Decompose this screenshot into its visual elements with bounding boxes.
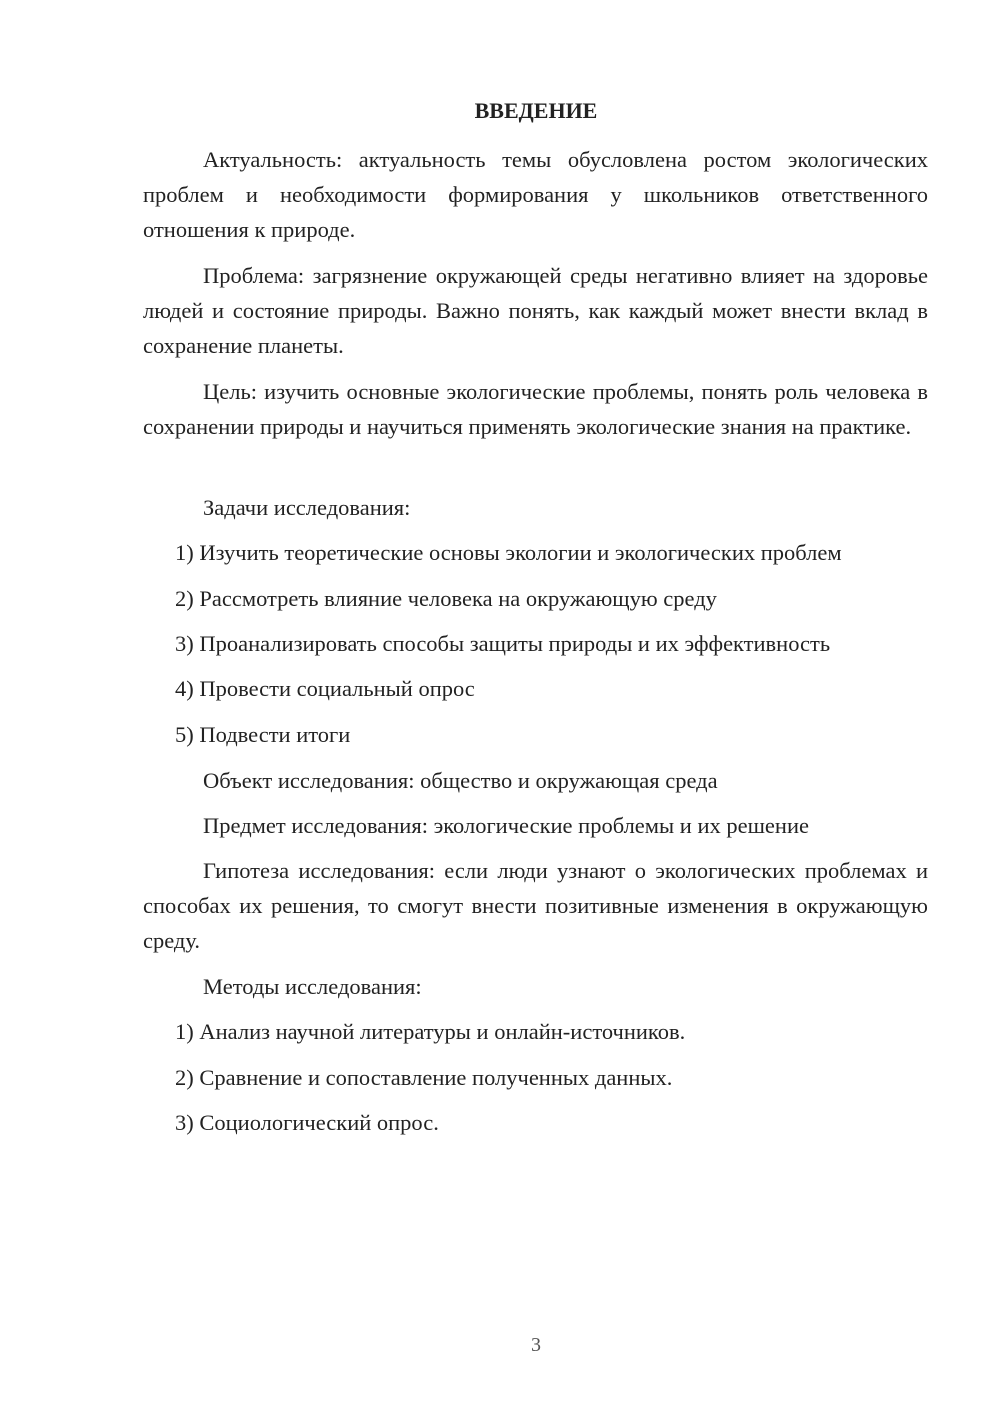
task-item: 3) Проанализировать способы защиты природы и их эффективность [175, 631, 831, 656]
task-item: 5) Подвести итоги [175, 722, 351, 747]
relevance-paragraph: Актуальность: актуальность темы обусловлена ростом экологических проблем и необходимости формирования у школьников ответственного отношения к природе. [143, 147, 928, 242]
method-item: 3) Социологический опрос. [175, 1110, 439, 1135]
task-item: 4) Провести социальный опрос [175, 676, 475, 701]
problem-paragraph: Проблема: загрязнение окружающей среды негативно влияет на здоровье людей и состояние природы. Важно понять, как каждый может внести вклад в сохранение планеты. [143, 263, 928, 358]
subject-line: Предмет исследования: экологические проблемы и их решение [203, 813, 809, 838]
goal-paragraph: Цель: изучить основные экологические проблемы, понять роль человека в сохранении природы и научиться применять экологические знания на практике. [143, 379, 928, 439]
object-line: Объект исследования: общество и окружающая среда [203, 768, 718, 793]
task-item: 1) Изучить теоретические основы экологии и экологических проблем [175, 540, 842, 565]
task-item: 2) Рассмотреть влияние человека на окружающую среду [175, 586, 717, 611]
tasks-label: Задачи исследования: [203, 495, 411, 520]
method-item: 1) Анализ научной литературы и онлайн-источников. [175, 1019, 686, 1044]
methods-label: Методы исследования: [203, 974, 422, 999]
method-item: 2) Сравнение и сопоставление полученных данных. [175, 1065, 673, 1090]
page-number: 3 [531, 1334, 541, 1356]
hypothesis-paragraph: Гипотеза исследования: если люди узнают о экологических проблемах и способах их решения, то смогут внести позитивные изменения в окружающую среду. [143, 858, 928, 953]
page-title: ВВЕДЕНИЕ [474, 98, 598, 123]
